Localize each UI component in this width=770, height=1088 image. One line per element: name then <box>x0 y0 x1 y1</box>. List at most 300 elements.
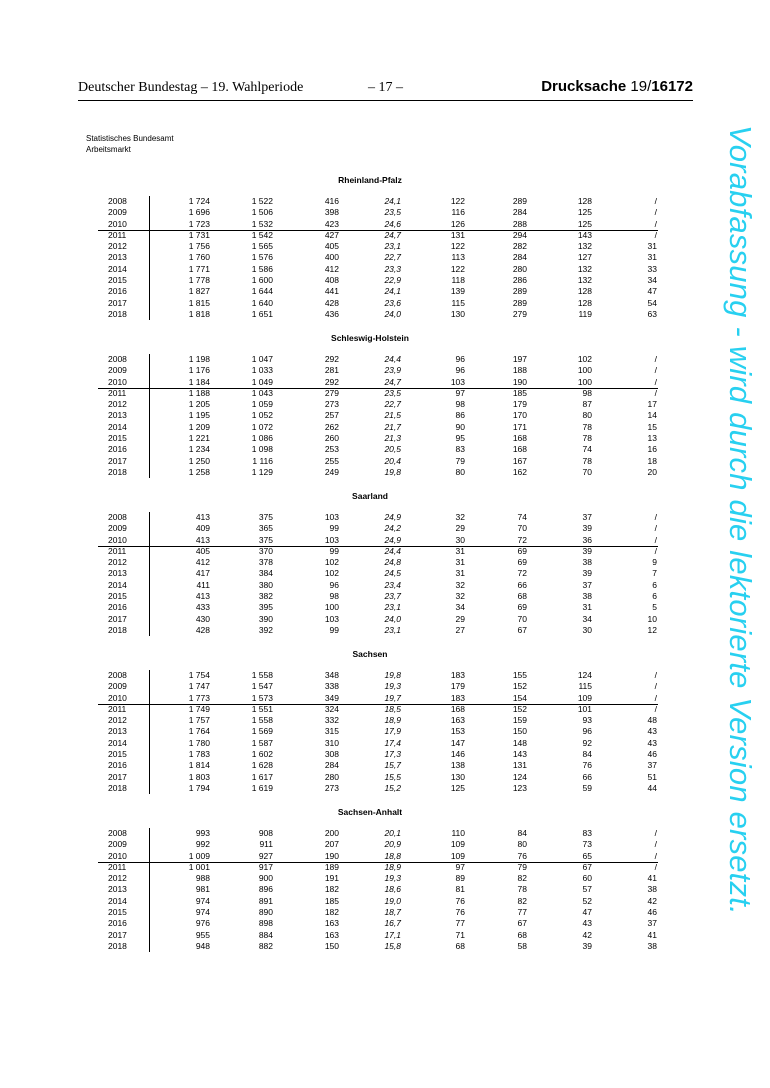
table-row <box>0 930 770 941</box>
table-cell: 78 <box>517 884 527 895</box>
table-cell: 58 <box>517 940 527 951</box>
table-cell: 1 586 <box>251 263 273 274</box>
table-cell: 37 <box>582 512 592 522</box>
table-cell: 41 <box>647 873 657 884</box>
table-cell: 74 <box>517 512 527 522</box>
table-row <box>0 377 770 388</box>
table-cell: 310 <box>324 737 339 748</box>
table-cell: 30 <box>455 534 465 545</box>
row-year: 2017 <box>108 297 127 308</box>
row-year: 2016 <box>108 286 127 297</box>
table-cell: 411 <box>196 579 210 590</box>
table-cell: 132 <box>577 241 592 252</box>
table-row <box>0 614 770 625</box>
row-year: 2012 <box>108 399 127 410</box>
table-cell: 190 <box>512 376 527 387</box>
table-cell: 44 <box>647 782 657 793</box>
table-cell: 83 <box>582 828 592 838</box>
row-year: 2009 <box>108 839 127 850</box>
table-cell: 70 <box>517 613 527 624</box>
table-cell: 974 <box>195 907 210 918</box>
table-cell: 955 <box>195 929 210 940</box>
table-cell: 9 <box>652 557 657 568</box>
table-cell: 31 <box>455 568 465 579</box>
table-cell: 125 <box>450 782 465 793</box>
table-cell: 168 <box>512 444 527 455</box>
table-row <box>0 670 770 681</box>
table-cell: 1 086 <box>251 433 273 444</box>
table-cell: 428 <box>324 297 339 308</box>
table-cell: 390 <box>258 613 273 624</box>
table-cell: 154 <box>512 692 527 703</box>
table-cell: 279 <box>324 387 339 398</box>
table-cell: 128 <box>577 297 592 308</box>
table-cell: 898 <box>258 918 273 929</box>
table-cell: 34 <box>647 275 657 286</box>
table-cell: 81 <box>455 884 465 895</box>
row-year: 2009 <box>108 365 127 376</box>
table-cell: 1 049 <box>251 376 273 387</box>
table-cell: 17,3 <box>384 749 401 760</box>
table-cell: / <box>654 354 657 364</box>
table-cell: 29 <box>455 523 465 534</box>
table-cell: 98 <box>582 387 592 398</box>
table-cell: 338 <box>324 681 339 692</box>
table-cell: 31 <box>455 545 465 556</box>
table-cell: 1 250 <box>188 455 210 466</box>
table-cell: 188 <box>512 365 527 376</box>
table-cell: 13 <box>647 433 657 444</box>
table-cell: 31 <box>647 252 657 263</box>
table-cell: 382 <box>258 591 273 602</box>
table-cell: 23,6 <box>384 297 401 308</box>
table-cell: / <box>654 703 657 714</box>
section-title: Saarland <box>352 491 388 501</box>
table-cell: 1 033 <box>251 365 273 376</box>
section-title: Sachsen-Anhalt <box>337 807 403 817</box>
table-cell: 23,5 <box>384 207 401 218</box>
table-cell: 1 731 <box>188 229 210 240</box>
table-cell: 21,7 <box>384 421 401 432</box>
table-row <box>0 219 770 230</box>
table-cell: 103 <box>324 613 339 624</box>
table-cell: 1 565 <box>251 241 273 252</box>
state-section <box>0 646 770 804</box>
table-cell: 1 116 <box>252 455 273 466</box>
table-cell: 23,1 <box>384 624 401 635</box>
table-cell: 128 <box>577 196 592 206</box>
table-cell: 413 <box>195 591 210 602</box>
table-cell: 18,6 <box>384 884 401 895</box>
table-cell: 185 <box>512 387 527 398</box>
table-cell: 127 <box>577 252 592 263</box>
table-cell: 168 <box>450 703 465 714</box>
table-cell: 86 <box>455 410 465 421</box>
table-cell: 207 <box>324 839 339 850</box>
table-cell: 20,5 <box>384 444 401 455</box>
table-cell: 23,7 <box>384 591 401 602</box>
table-cell: 1 569 <box>251 726 273 737</box>
table-cell: 380 <box>258 579 273 590</box>
table-cell: 890 <box>258 907 273 918</box>
table-cell: 138 <box>450 760 465 771</box>
table-cell: 18,7 <box>384 907 401 918</box>
table-cell: / <box>654 376 657 387</box>
table-cell: 20,9 <box>384 839 401 850</box>
table-cell: 1 234 <box>188 444 210 455</box>
row-year: 2011 <box>108 229 127 240</box>
row-year: 2008 <box>108 354 127 364</box>
table-row <box>0 298 770 309</box>
table-row <box>0 862 770 873</box>
table-cell: 308 <box>324 749 339 760</box>
table-cell: 927 <box>258 850 273 861</box>
table-cell: 365 <box>258 523 273 534</box>
table-cell: 15,2 <box>384 782 401 793</box>
table-cell: 1 803 <box>188 771 210 782</box>
table-cell: 125 <box>577 218 592 229</box>
row-year: 2014 <box>108 579 127 590</box>
table-cell: 1 764 <box>188 726 210 737</box>
table-cell: 38 <box>582 591 592 602</box>
table-cell: 22,9 <box>384 275 401 286</box>
table-cell: 96 <box>455 365 465 376</box>
table-cell: 1 258 <box>188 466 210 477</box>
table-cell: 19,3 <box>384 681 401 692</box>
table-cell: 408 <box>324 275 339 286</box>
table-row <box>0 557 770 568</box>
table-cell: 6 <box>652 591 657 602</box>
table-cell: 14 <box>647 410 657 421</box>
table-cell: 1 651 <box>251 308 273 319</box>
table-cell: 39 <box>582 545 592 556</box>
table-cell: 54 <box>647 297 657 308</box>
table-cell: 103 <box>324 512 339 522</box>
table-row <box>0 772 770 783</box>
header-document-id <box>541 78 693 95</box>
table-cell: 69 <box>517 545 527 556</box>
table-cell: 84 <box>582 749 592 760</box>
table-cell: 89 <box>455 873 465 884</box>
table-cell: 155 <box>512 670 527 680</box>
table-cell: 68 <box>517 591 527 602</box>
year-column-divider <box>149 354 150 478</box>
table-cell: 24,8 <box>384 557 401 568</box>
row-year: 2008 <box>108 512 127 522</box>
table-row <box>0 568 770 579</box>
row-year: 2009 <box>108 207 127 218</box>
table-cell: 24,0 <box>384 613 401 624</box>
section-rows <box>0 196 770 320</box>
table-cell: 46 <box>647 749 657 760</box>
table-cell: 71 <box>455 929 465 940</box>
table-cell: 413 <box>195 512 210 522</box>
table-cell: 47 <box>647 286 657 297</box>
table-cell: 433 <box>195 602 210 613</box>
table-cell: 191 <box>324 873 339 884</box>
table-row <box>0 444 770 455</box>
table-cell: 427 <box>324 229 339 240</box>
table-cell: 1 644 <box>251 286 273 297</box>
table-cell: 146 <box>450 749 465 760</box>
table-cell: 179 <box>512 399 527 410</box>
table-cell: 1 184 <box>188 376 210 387</box>
table-cell: 147 <box>450 737 465 748</box>
table-cell: 167 <box>512 455 527 466</box>
table-cell: 179 <box>450 681 465 692</box>
table-cell: 113 <box>451 252 465 263</box>
row-year: 2018 <box>108 308 127 319</box>
draft-watermark: Vorabfassung - wird durch die lektorierte Version ersetzt. <box>723 125 758 915</box>
table-cell: 332 <box>324 715 339 726</box>
table-cell: 413 <box>195 534 210 545</box>
table-cell: / <box>654 850 657 861</box>
table-cell: 118 <box>451 275 465 286</box>
table-cell: 21,5 <box>384 410 401 421</box>
page-header <box>78 80 693 100</box>
row-year: 2017 <box>108 455 127 466</box>
table-row <box>0 907 770 918</box>
table-cell: 152 <box>512 703 527 714</box>
table-cell: 280 <box>512 263 527 274</box>
header-number: 16172 <box>651 78 693 95</box>
table-cell: 348 <box>324 670 339 680</box>
table-cell: 20,1 <box>384 828 401 838</box>
table-cell: 100 <box>324 602 339 613</box>
table-row <box>0 884 770 895</box>
table-row <box>0 591 770 602</box>
table-cell: 79 <box>455 455 465 466</box>
table-row <box>0 275 770 286</box>
table-cell: 891 <box>258 895 273 906</box>
state-section <box>0 330 770 488</box>
header-page-number: – 17 – <box>368 80 403 95</box>
row-year: 2010 <box>108 534 127 545</box>
table-cell: 122 <box>450 241 465 252</box>
table-cell: 70 <box>582 466 592 477</box>
table-cell: 43 <box>647 726 657 737</box>
table-cell: 76 <box>455 907 465 918</box>
table-cell: / <box>654 545 657 556</box>
table-cell: 139 <box>450 286 465 297</box>
table-cell: 12 <box>647 624 657 635</box>
table-cell: 122 <box>450 196 465 206</box>
table-cell: 1 205 <box>188 399 210 410</box>
table-cell: 109 <box>450 850 465 861</box>
table-cell: 1 188 <box>188 387 210 398</box>
table-cell: 150 <box>324 940 339 951</box>
series-break-rule <box>98 546 658 547</box>
table-cell: 19,8 <box>384 466 401 477</box>
table-cell: 284 <box>512 252 527 263</box>
table-cell: 24,7 <box>384 376 401 387</box>
table-cell: 974 <box>195 895 210 906</box>
row-year: 2011 <box>108 703 127 714</box>
state-section <box>0 172 770 330</box>
table-cell: 1 576 <box>251 252 273 263</box>
table-cell: / <box>654 365 657 376</box>
table-cell: 1 628 <box>251 760 273 771</box>
table-cell: / <box>654 839 657 850</box>
table-cell: 46 <box>647 907 657 918</box>
table-cell: 79 <box>517 861 527 872</box>
table-cell: 76 <box>582 760 592 771</box>
table-cell: 18,5 <box>384 703 401 714</box>
row-year: 2009 <box>108 681 127 692</box>
table-row <box>0 388 770 399</box>
row-year: 2015 <box>108 275 127 286</box>
table-cell: 24,7 <box>384 229 401 240</box>
row-year: 2013 <box>108 884 127 895</box>
row-year: 2018 <box>108 624 127 635</box>
table-cell: 981 <box>195 884 210 895</box>
table-cell: 1 794 <box>188 782 210 793</box>
table-row <box>0 602 770 613</box>
table-cell: 123 <box>512 782 527 793</box>
table-cell: 99 <box>329 523 339 534</box>
table-cell: 1 043 <box>251 387 273 398</box>
table-cell: 126 <box>450 218 465 229</box>
table-cell: 22,7 <box>384 252 401 263</box>
table-row <box>0 851 770 862</box>
table-cell: 281 <box>324 365 339 376</box>
table-cell: 436 <box>324 308 339 319</box>
table-cell: 315 <box>324 726 339 737</box>
table-cell: 948 <box>195 940 210 951</box>
table-cell: 97 <box>455 387 465 398</box>
series-break-rule <box>98 388 658 389</box>
table-cell: 102 <box>324 557 339 568</box>
table-cell: 162 <box>512 466 527 477</box>
table-cell: 249 <box>324 466 339 477</box>
table-cell: 17,4 <box>384 737 401 748</box>
table-cell: 19,0 <box>384 895 401 906</box>
table-cell: 1 723 <box>188 218 210 229</box>
table-row <box>0 839 770 850</box>
row-year: 2012 <box>108 715 127 726</box>
table-cell: 1 757 <box>188 715 210 726</box>
header-number-prefix: 19/ <box>630 78 652 95</box>
table-cell: 16,7 <box>384 918 401 929</box>
table-cell: 163 <box>450 715 465 726</box>
table-cell: / <box>654 512 657 522</box>
table-cell: 1 756 <box>188 241 210 252</box>
table-cell: 47 <box>582 907 592 918</box>
table-cell: 99 <box>329 624 339 635</box>
row-year: 2018 <box>108 940 127 951</box>
table-cell: 132 <box>577 263 592 274</box>
table-cell: 900 <box>258 873 273 884</box>
table-cell: 1 696 <box>188 207 210 218</box>
table-cell: 1 780 <box>188 737 210 748</box>
table-cell: 32 <box>455 579 465 590</box>
section-rows <box>0 828 770 952</box>
table-cell: 78 <box>582 421 592 432</box>
series-break-rule <box>98 704 658 705</box>
table-cell: 171 <box>512 421 527 432</box>
table-cell: 294 <box>512 229 527 240</box>
table-cell: 102 <box>324 568 339 579</box>
table-cell: 423 <box>324 218 339 229</box>
table-cell: 69 <box>517 557 527 568</box>
table-cell: 284 <box>512 207 527 218</box>
table-cell: 280 <box>324 771 339 782</box>
table-row <box>0 523 770 534</box>
table-row <box>0 512 770 523</box>
table-cell: 1 001 <box>188 861 210 872</box>
table-cell: 1 602 <box>251 749 273 760</box>
row-year: 2008 <box>108 670 127 680</box>
table-cell: 1 754 <box>188 670 210 680</box>
table-cell: 18,8 <box>384 850 401 861</box>
table-cell: 1 059 <box>251 399 273 410</box>
table-cell: 189 <box>324 861 339 872</box>
year-column-divider <box>149 828 150 952</box>
table-cell: 122 <box>450 263 465 274</box>
row-year: 2015 <box>108 907 127 918</box>
table-cell: 1 547 <box>251 681 273 692</box>
table-cell: 23,1 <box>384 602 401 613</box>
table-cell: / <box>654 828 657 838</box>
table-cell: 90 <box>455 421 465 432</box>
table-cell: 43 <box>582 918 592 929</box>
table-cell: 128 <box>577 286 592 297</box>
state-tables <box>0 172 770 962</box>
table-cell: 159 <box>512 715 527 726</box>
table-cell: 1 558 <box>251 715 273 726</box>
table-cell: 60 <box>582 873 592 884</box>
table-cell: 1 617 <box>251 771 273 782</box>
section-title: Schleswig-Holstein <box>331 333 409 343</box>
table-cell: 39 <box>582 568 592 579</box>
table-cell: 76 <box>517 850 527 861</box>
table-cell: 185 <box>324 895 339 906</box>
table-cell: 99 <box>329 545 339 556</box>
table-row <box>0 726 770 737</box>
table-cell: 96 <box>455 354 465 364</box>
table-cell: 24,9 <box>384 534 401 545</box>
section-rows <box>0 670 770 794</box>
table-cell: 119 <box>578 308 592 319</box>
row-year: 2010 <box>108 692 127 703</box>
table-row <box>0 896 770 907</box>
table-cell: 16 <box>647 444 657 455</box>
table-cell: 33 <box>647 263 657 274</box>
table-cell: 197 <box>512 354 527 364</box>
row-year: 2010 <box>108 218 127 229</box>
table-cell: 24,1 <box>384 286 401 297</box>
table-cell: 412 <box>195 557 210 568</box>
table-cell: 152 <box>512 681 527 692</box>
table-cell: 130 <box>450 308 465 319</box>
row-year: 2013 <box>108 410 127 421</box>
table-cell: 182 <box>324 884 339 895</box>
table-row <box>0 625 770 636</box>
table-cell: 1 827 <box>188 286 210 297</box>
table-cell: 1 009 <box>188 850 210 861</box>
table-cell: 1 619 <box>251 782 273 793</box>
section-title: Rheinland-Pfalz <box>338 175 402 185</box>
table-cell: 384 <box>258 568 273 579</box>
row-year: 2012 <box>108 241 127 252</box>
table-cell: 20,4 <box>384 455 401 466</box>
row-year: 2008 <box>108 196 127 206</box>
table-cell: 23,5 <box>384 387 401 398</box>
table-cell: 36 <box>582 534 592 545</box>
table-cell: 409 <box>195 523 210 534</box>
table-cell: 1 818 <box>188 308 210 319</box>
section-title: Sachsen <box>352 649 388 659</box>
